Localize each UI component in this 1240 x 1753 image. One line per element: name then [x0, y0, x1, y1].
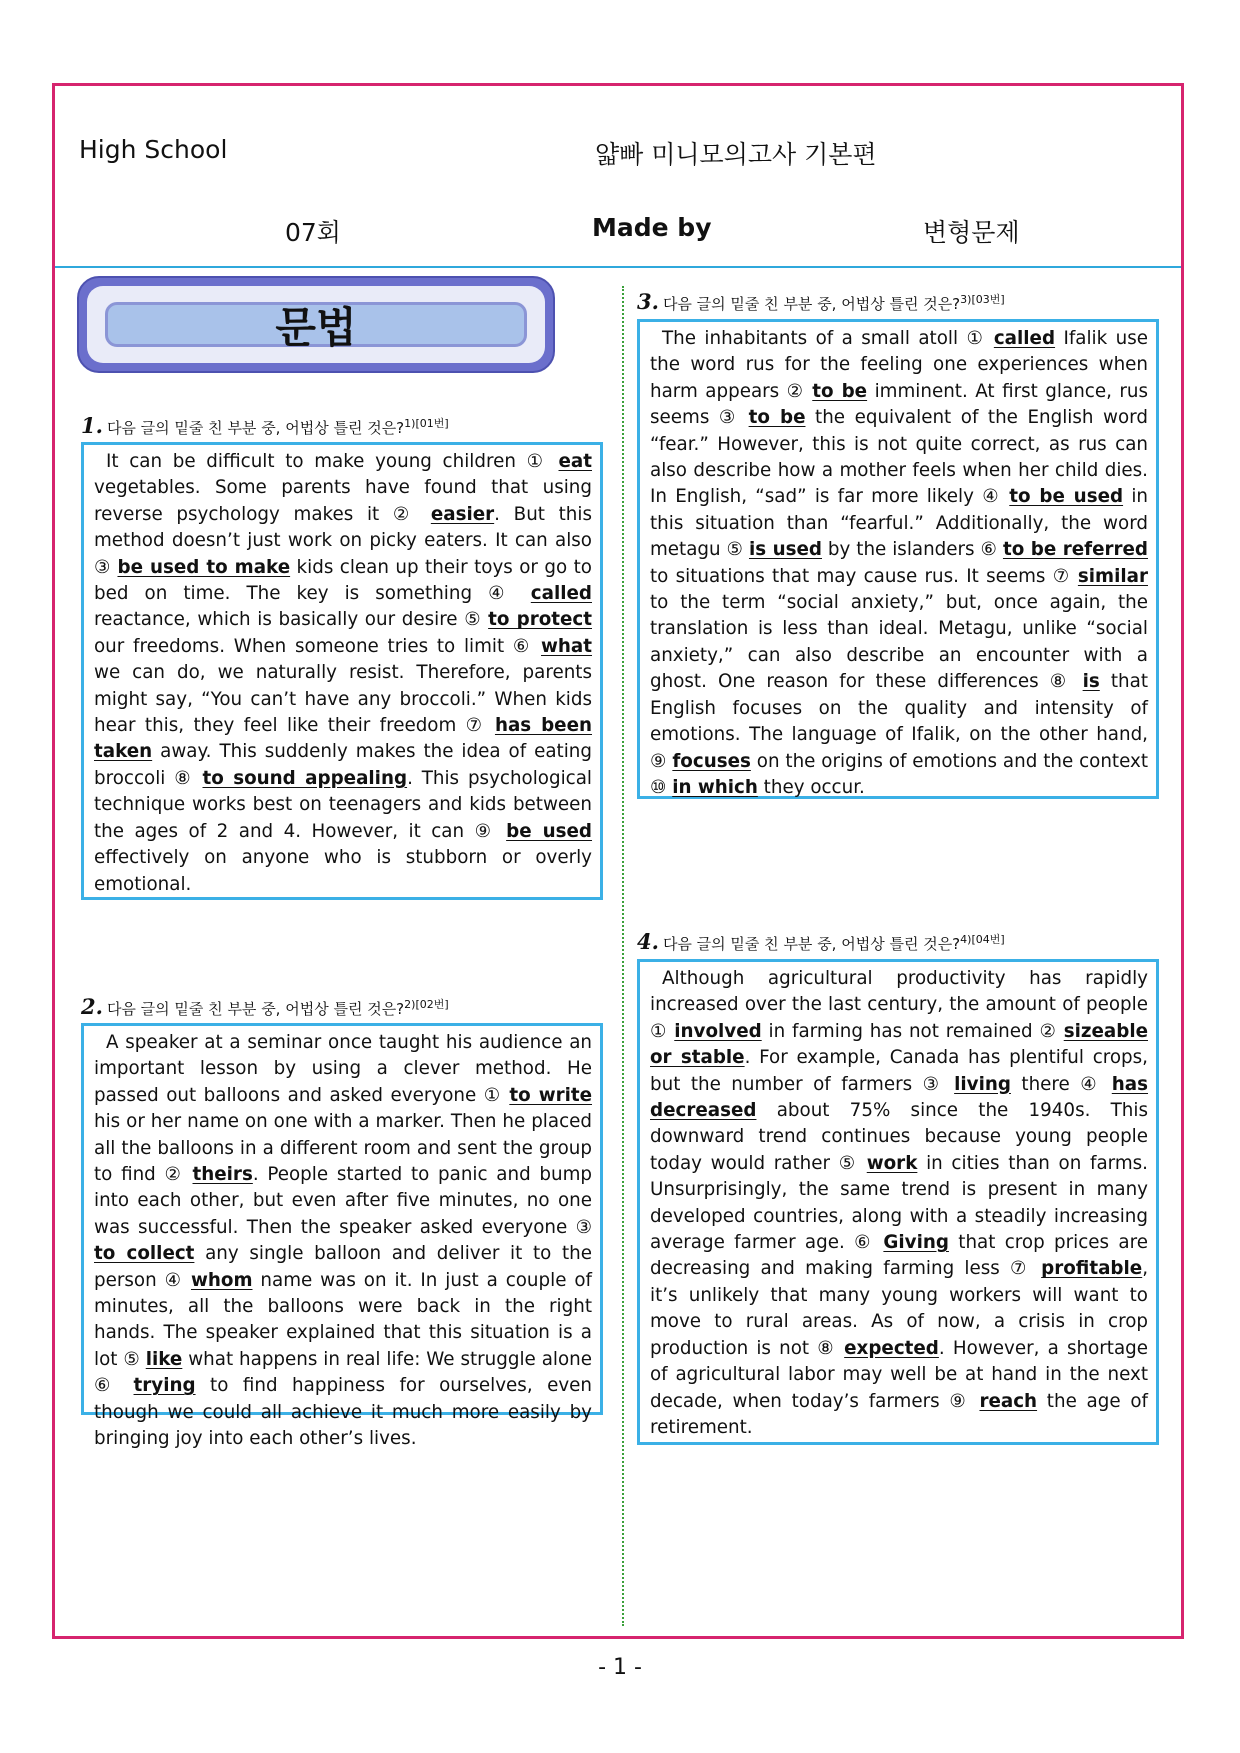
underlined-choice: is used — [748, 539, 822, 561]
underlined-choice: like — [145, 1348, 183, 1370]
passage-segment: reactance, which is basically our desire ⑤ — [94, 609, 489, 631]
question-1-passage — [81, 442, 603, 900]
underlined-choice: living — [954, 1073, 1011, 1095]
passage-segment: . But this method doesn’t just work on picky eaters. It can also ③ — [94, 503, 592, 578]
question-prompt: 다음 글의 밑줄 친 부분 중, 어법상 틀린 것은? — [662, 935, 961, 953]
underlined-choice: Giving — [883, 1232, 949, 1254]
passage-segment: they occur. — [757, 776, 865, 798]
question-prompt: 다음 글의 밑줄 친 부분 중, 어법상 틀린 것은? — [106, 1000, 405, 1018]
underlined-choice: profitable — [1041, 1258, 1143, 1280]
underlined-choice: to be — [812, 380, 868, 402]
passage-segment: vegetables. Some parents have found that using reverse psychology makes it ② — [94, 477, 592, 525]
passage-segment: Ifalik use the word rus for the feeling one experiences when harm appears ② — [650, 328, 1148, 402]
underlined-choice: to be — [748, 407, 806, 429]
passage-segment: , it’s unlikely that many young workers will want to move to rural areas. As of now, a crisis in crop production is not ⑧ — [650, 1258, 1148, 1359]
passage-segment: effectively on anyone who is stubborn or overly emotional. — [94, 847, 592, 895]
passage-segment: . For example, Canada has plentiful crops, but the number of farmers ③ — [650, 1047, 1148, 1095]
passage-segment: kids clean up their toys or go to bed on time. The key is something ④ — [94, 556, 592, 605]
question-2-passage — [81, 1023, 603, 1450]
question-number: 2. — [81, 994, 103, 1019]
underlined-choice: to protect — [488, 609, 592, 631]
underlined-choice: to be referred — [1002, 539, 1148, 561]
passage-segment: in farming has not remained ② — [761, 1020, 1064, 1042]
question-number: 3. — [637, 289, 659, 314]
passage-segment: on the origins of emotions and the context ⑩ — [650, 750, 1148, 798]
underlined-choice: to sound appealing — [202, 767, 408, 789]
underlined-choice: eat — [558, 451, 592, 472]
underlined-choice: has been taken — [94, 715, 592, 763]
header-made-by: Made by — [592, 213, 712, 242]
header-divider — [55, 266, 1181, 268]
underlined-choice: called — [530, 583, 592, 605]
passage-text — [94, 1030, 592, 1453]
underlined-choice: focuses — [672, 750, 751, 772]
passage-segment: to situations that may cause rus. It seems ⑦ — [650, 565, 1078, 587]
passage-segment: The inhabitants of a small atoll ① — [662, 328, 994, 349]
passage-segment: imminent. At first glance, rus seems ③ — [650, 380, 1149, 429]
question-3-passage — [637, 319, 1159, 799]
underlined-choice: trying — [133, 1375, 196, 1397]
passage-segment: away. This suddenly makes the idea of eating broccoli ⑧ — [94, 741, 592, 789]
question-number: 4. — [637, 929, 659, 954]
underlined-choice: easier — [430, 503, 495, 525]
question-note: 1)[01번] — [404, 417, 449, 430]
header-type: 변형문제 — [923, 218, 1020, 247]
underlined-choice: work — [866, 1152, 918, 1174]
underlined-choice: has decreased — [650, 1073, 1149, 1122]
question-number: 1. — [81, 413, 103, 438]
underlined-choice: to write — [509, 1084, 592, 1106]
section-badge — [77, 276, 555, 373]
passage-text — [650, 966, 1148, 1441]
passage-segment: by the islanders ⑥ — [822, 539, 1003, 561]
passage-segment: . However, a shortage of agricultural labor may well be at hand in the next decade, when today’s farmers ⑨ — [650, 1337, 1148, 1412]
underlined-choice: is — [1082, 671, 1100, 693]
passage-segment: any single balloon and deliver it to the person ④ — [94, 1243, 592, 1291]
passage-segment: to the term “social anxiety,” but, once again, the translation is less than ideal. Metagu, unlike “social anxiety,” can also describe an encounter with a ghost. One reason for these differences ⑧ — [650, 592, 1148, 693]
question-prompt: 다음 글의 밑줄 친 부분 중, 어법상 틀린 것은? — [106, 419, 405, 437]
header-round: 07회 — [285, 218, 341, 247]
question-note: 3)[03번] — [960, 293, 1005, 306]
passage-segment: in cities than on farms. Unsurprisingly, the same trend is present in many developed countries, along with a steadily increasing average farmer age. ⑥ — [650, 1152, 1148, 1254]
passage-text — [650, 326, 1148, 801]
question-note: 2)[02번] — [404, 998, 449, 1011]
passage-segment: that crop prices are decreasing and making farming less ⑦ — [650, 1232, 1148, 1280]
header-series: 얇빠 미니모의고사 기본편 — [595, 140, 877, 169]
passage-segment: . This psychological technique works best on teenagers and kids between the ages of 2 and 4. However, it can ⑨ — [94, 767, 592, 842]
question-1-title — [81, 413, 449, 438]
passage-segment: there ④ — [1010, 1073, 1112, 1095]
page-number: - 1 - — [598, 1655, 642, 1680]
underlined-choice: involved — [674, 1020, 762, 1042]
question-4-title — [637, 929, 1005, 954]
passage-segment: in this situation than “fearful.” Additionally, the word metagu ⑤ — [650, 486, 1148, 561]
underlined-choice: be used — [506, 820, 593, 842]
section-title: 문법 — [275, 302, 357, 352]
passage-segment: . People started to panic and bump into each other, but even after five minutes, no one was successful. Then the speaker asked everyone ③ — [94, 1164, 592, 1238]
underlined-choice: reach — [979, 1390, 1038, 1412]
underlined-choice: expected — [844, 1337, 939, 1359]
passage-segment: It can be difficult to make young children ① — [106, 451, 559, 472]
question-note: 4)[04번] — [960, 933, 1005, 946]
passage-segment: what happens in real life: We struggle alone ⑥ — [94, 1348, 592, 1397]
header-school: High School — [79, 135, 228, 164]
passage-segment: the age of retirement. — [650, 1390, 1148, 1438]
passage-segment: about 75% since the 1940s. This downward trend continues because young people today would rather ⑤ — [650, 1100, 1148, 1174]
passage-segment: A speaker at a seminar once taught his audience an important lesson by using a clever method. He passed out balloons and asked everyone ① — [94, 1032, 592, 1106]
underlined-choice: to collect — [94, 1243, 195, 1265]
passage-segment: name was on it. In just a couple of minutes, all the balloons were back in the right hands. The speaker explained that this situation is a lot ⑤ — [94, 1269, 592, 1370]
passage-segment: our freedoms. When someone tries to limit ⑥ — [94, 635, 542, 657]
underlined-choice: be used to make — [117, 556, 291, 578]
passage-segment: to find happiness for ourselves, even though we could all achieve it much more easily by bringing joy into each other’s lives. — [94, 1375, 592, 1450]
passage-segment: his or her name on one with a marker. Then he placed all the balloons in a different room and sent the group to find ② — [94, 1111, 592, 1186]
question-2-title — [81, 994, 449, 1019]
underlined-choice: called — [993, 328, 1056, 349]
underlined-choice: sizeable or stable — [650, 1020, 1148, 1069]
passage-text — [94, 449, 592, 898]
passage-segment: that English focuses on the quality and intensity of emotions. The language of Ifalik, on the other hand, ⑨ — [650, 671, 1148, 772]
underlined-choice: theirs — [192, 1164, 253, 1186]
underlined-choice: similar — [1077, 565, 1148, 587]
underlined-choice: in which — [672, 776, 758, 798]
page-frame — [52, 83, 1184, 1639]
column-divider — [622, 286, 624, 1626]
question-prompt: 다음 글의 밑줄 친 부분 중, 어법상 틀린 것은? — [662, 295, 961, 313]
passage-segment: the equivalent of the English word “fear.” However, this is not quite correct, as rus can also describe how a mother feels when her child dies. In English, “sad” is far more likely ④ — [650, 407, 1148, 508]
passage-segment: we can do, we naturally resist. Therefore, parents might say, “You can’t have any broccoli.” When kids hear this, they feel like their freedom ⑦ — [94, 662, 592, 737]
passage-segment: Although agricultural productivity has rapidly increased over the last century, the amount of people ① — [650, 968, 1148, 1042]
question-3-title — [637, 289, 1005, 314]
question-4-passage — [637, 959, 1159, 1445]
underlined-choice: to be used — [1009, 486, 1124, 508]
underlined-choice: whom — [190, 1269, 253, 1291]
underlined-choice: what — [541, 635, 592, 657]
